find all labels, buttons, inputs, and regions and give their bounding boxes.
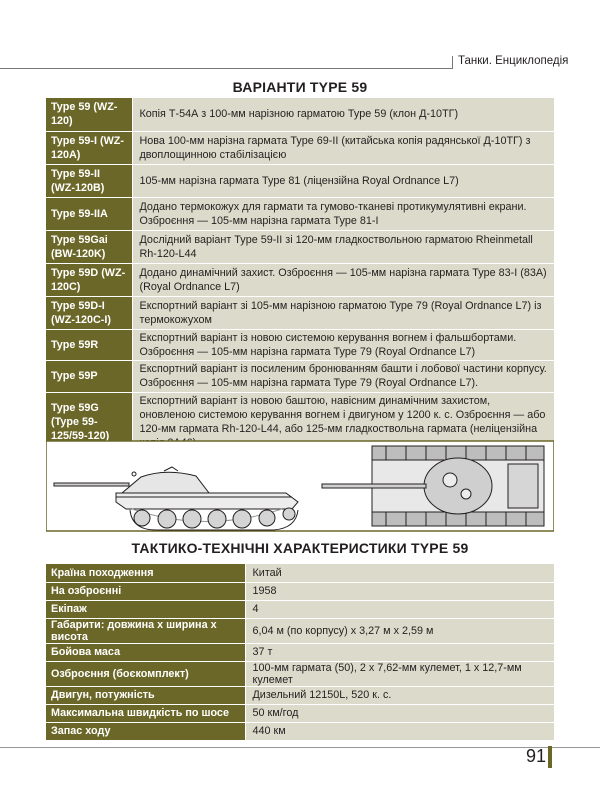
variant-description: Копія Т-54А з 100-мм нарізною гарматою Type 59 (клон Д-10ТГ) [132, 98, 554, 131]
variant-description: Експортний варіант зі 105-мм нарізною гарматою Type 79 (Royal Ordnance L7) із термокожухом [132, 296, 554, 329]
table-row [46, 618, 554, 643]
variant-description: Нова 100-мм нарізна гармата Type 69-II (китайська копія радянської Д-10ТГ) з двоплощинною стабілізацією [132, 131, 554, 164]
variants-table [46, 98, 554, 452]
footer-rule [0, 747, 600, 748]
table-row [46, 582, 554, 600]
variant-description: Експортний варіант із новою баштою, навісним динамічним захистом, оновленою системою керування вогнем і двигуном у 1200 к. с. Озброєння — або 120-мм гармата Rh-120-L44, або 125-мм гладкоствольна гармата (неліцензійна [132, 392, 554, 451]
variant-name: Type 59-I (WZ-120A) [46, 131, 132, 164]
spec-label: На озброєнні [46, 582, 245, 600]
spec-value: 37 т [245, 643, 554, 661]
variant-name: Type 59Gai (BW-120K) [46, 230, 132, 263]
table-row [46, 686, 554, 704]
header-separator [452, 56, 453, 69]
variant-description: Додано динамічний захист. Озброєння — 105-мм нарізна гармата Type 83-I (83A) (Royal Ordnance L7) [132, 263, 554, 296]
spec-value: 1958 [245, 582, 554, 600]
specs-table [46, 564, 554, 741]
spec-label: Запас ходу [46, 722, 245, 740]
table-row [46, 661, 554, 686]
variant-description: Додано термокожух для гармати та гумово-тканеві протикумулятивні екрани. Озброєння — 105-мм нарізна гармата Type 81-I [132, 197, 554, 230]
variant-name: Type 59G (Type 59-125/59-120) [46, 392, 132, 451]
header-rule [0, 68, 452, 69]
spec-label: Бойова маса [46, 643, 245, 661]
spec-label: Двигун, потужність [46, 686, 245, 704]
page-number: 91 [526, 746, 547, 766]
spec-value: 100-мм гармата (50), 2 х 7,62-мм кулемет, 1 х 12,7-мм кулемет [245, 661, 554, 686]
table-row [46, 197, 554, 230]
table-row [46, 131, 554, 164]
spec-value: 440 км [245, 722, 554, 740]
table-row [46, 360, 554, 392]
table-row [46, 296, 554, 329]
spec-value: 50 км/год [245, 704, 554, 722]
table-row [46, 704, 554, 722]
table-row [46, 230, 554, 263]
spec-label: Максимальна швидкість по шосе [46, 704, 245, 722]
spec-value: 6,04 м (по корпусу) х 3,27 м х 2,59 м [245, 618, 554, 643]
variant-name: Type 59P [46, 360, 132, 392]
page-number-accent [548, 746, 552, 768]
variants-title: ВАРІАНТИ TYPE 59 [232, 79, 368, 95]
table-row [46, 98, 554, 131]
spec-label: Габарити: довжина х ширина х висота [46, 618, 245, 643]
variant-description: 105-мм нарізна гармата Type 81 (ліцензійна Royal Ordnance L7) [132, 164, 554, 197]
variant-description: Експортний варіант із посиленим бронюванням башти і лобової частини корпусу. Озброєння — 105-мм нарізна гармата Type 79 (Royal Ordnance L7). [132, 360, 554, 392]
variant-name: Type 59-IIA [46, 197, 132, 230]
tank-illustrations [46, 440, 554, 532]
variant-name: Type 59 (WZ-120) [46, 98, 132, 131]
variant-description: Експортний варіант із новою системою керування вогнем і фальшбортами. Озброєння — 105-мм нарізна гармата Type 79 (Royal Ordnance L7) [132, 329, 554, 360]
table-row [46, 263, 554, 296]
spec-label: Екіпаж [46, 600, 245, 618]
specs-title: ТАКТИКО-ТЕХНІЧНІ ХАРАКТЕРИСТИКИ TYPE 59 [131, 540, 469, 556]
table-row [46, 600, 554, 618]
variant-name: Type 59D-I (WZ-120C-I) [46, 296, 132, 329]
table-row [46, 722, 554, 740]
variant-description: Дослідний варіант Type 59-II зі 120-мм гладкоствольною гарматою Rheinmetall Rh-120-L44 [132, 230, 554, 263]
spec-value: 4 [245, 600, 554, 618]
table-row [46, 564, 554, 582]
spec-label: Озброєння (боєкомплект) [46, 661, 245, 686]
table-row [46, 329, 554, 360]
variant-name: Type 59-II (WZ-120B) [46, 164, 132, 197]
spec-label: Країна походження [46, 564, 245, 582]
table-row [46, 164, 554, 197]
spec-value: Китай [245, 564, 554, 582]
table-row [46, 643, 554, 661]
variant-name: Type 59R [46, 329, 132, 360]
running-header: Танки. Енциклопедія [458, 55, 569, 67]
spec-value: Дизельний 12150L, 520 к. с. [245, 686, 554, 704]
variant-name: Type 59D (WZ-120C) [46, 263, 132, 296]
